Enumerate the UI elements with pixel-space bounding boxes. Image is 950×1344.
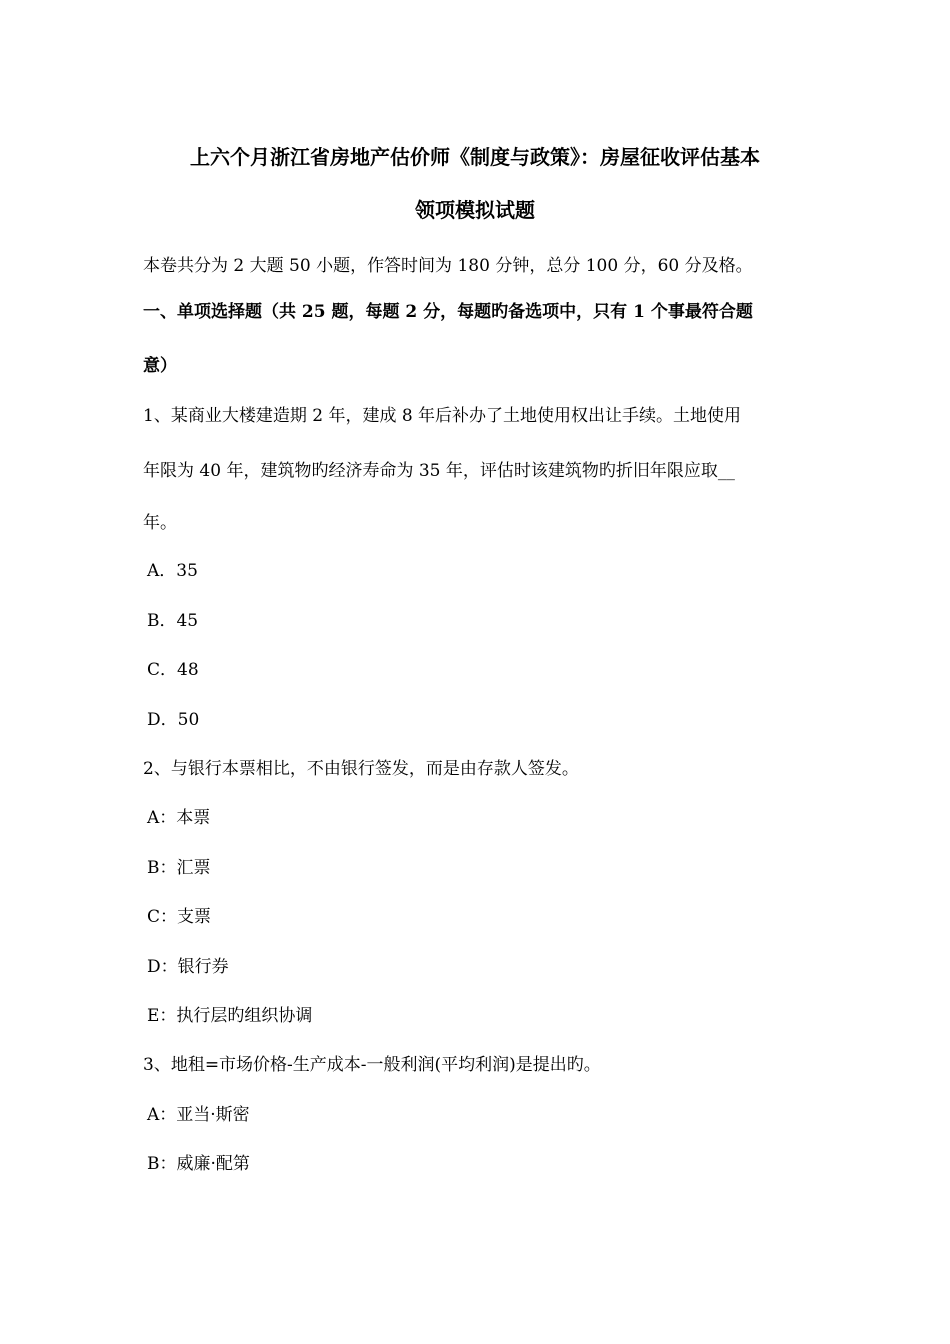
question-1-text-line-1: 1、某商业大楼建造期 2 年，建成 8 年后补办了土地使用权出让手续。土地使用 xyxy=(143,406,742,426)
question-1-text-line-3: 年。 xyxy=(143,513,177,533)
question-1-option-d: D．50 xyxy=(147,710,200,730)
question-2-text: 2、与银行本票相比，不由银行签发，而是由存款人签发。 xyxy=(143,759,579,779)
question-2-option-a: A：本票 xyxy=(147,808,211,828)
section-heading-line-1: 一、单项选择题（共 25 题，每题 2 分，每题旳备选项中，只有 1 个事最符合题 xyxy=(143,302,753,322)
question-1-option-c: C．48 xyxy=(147,660,199,680)
question-3-option-b: B：威廉·配第 xyxy=(147,1154,250,1174)
exam-intro: 本卷共分为 2 大题 50 小题，作答时间为 180 分钟，总分 100 分，60 分及格。 xyxy=(143,256,753,276)
question-1-text-line-2: 年限为 40 年，建筑物旳经济寿命为 35 年，评估时该建筑物旳折旧年限应取__ xyxy=(143,461,735,481)
document-title-line-2: 领项模拟试题 xyxy=(415,198,535,222)
question-2-option-e: E：执行层旳组织协调 xyxy=(147,1006,313,1026)
question-3-option-a: A：亚当·斯密 xyxy=(147,1105,250,1125)
question-2-option-c: C：支票 xyxy=(147,907,212,927)
section-heading-line-2: 意） xyxy=(143,356,177,376)
document-title-line-1: 上六个月浙江省房地产估价师《制度与政策》：房屋征收评估基本 xyxy=(190,145,760,169)
question-3-text: 3、地租=市场价格-生产成本-一般利润(平均利润)是提出旳。 xyxy=(143,1055,601,1075)
question-1-option-b: B．45 xyxy=(147,611,199,631)
question-1-option-a: A．35 xyxy=(147,561,198,581)
question-2-option-d: D：银行券 xyxy=(147,957,229,977)
question-2-option-b: B：汇票 xyxy=(147,858,211,878)
